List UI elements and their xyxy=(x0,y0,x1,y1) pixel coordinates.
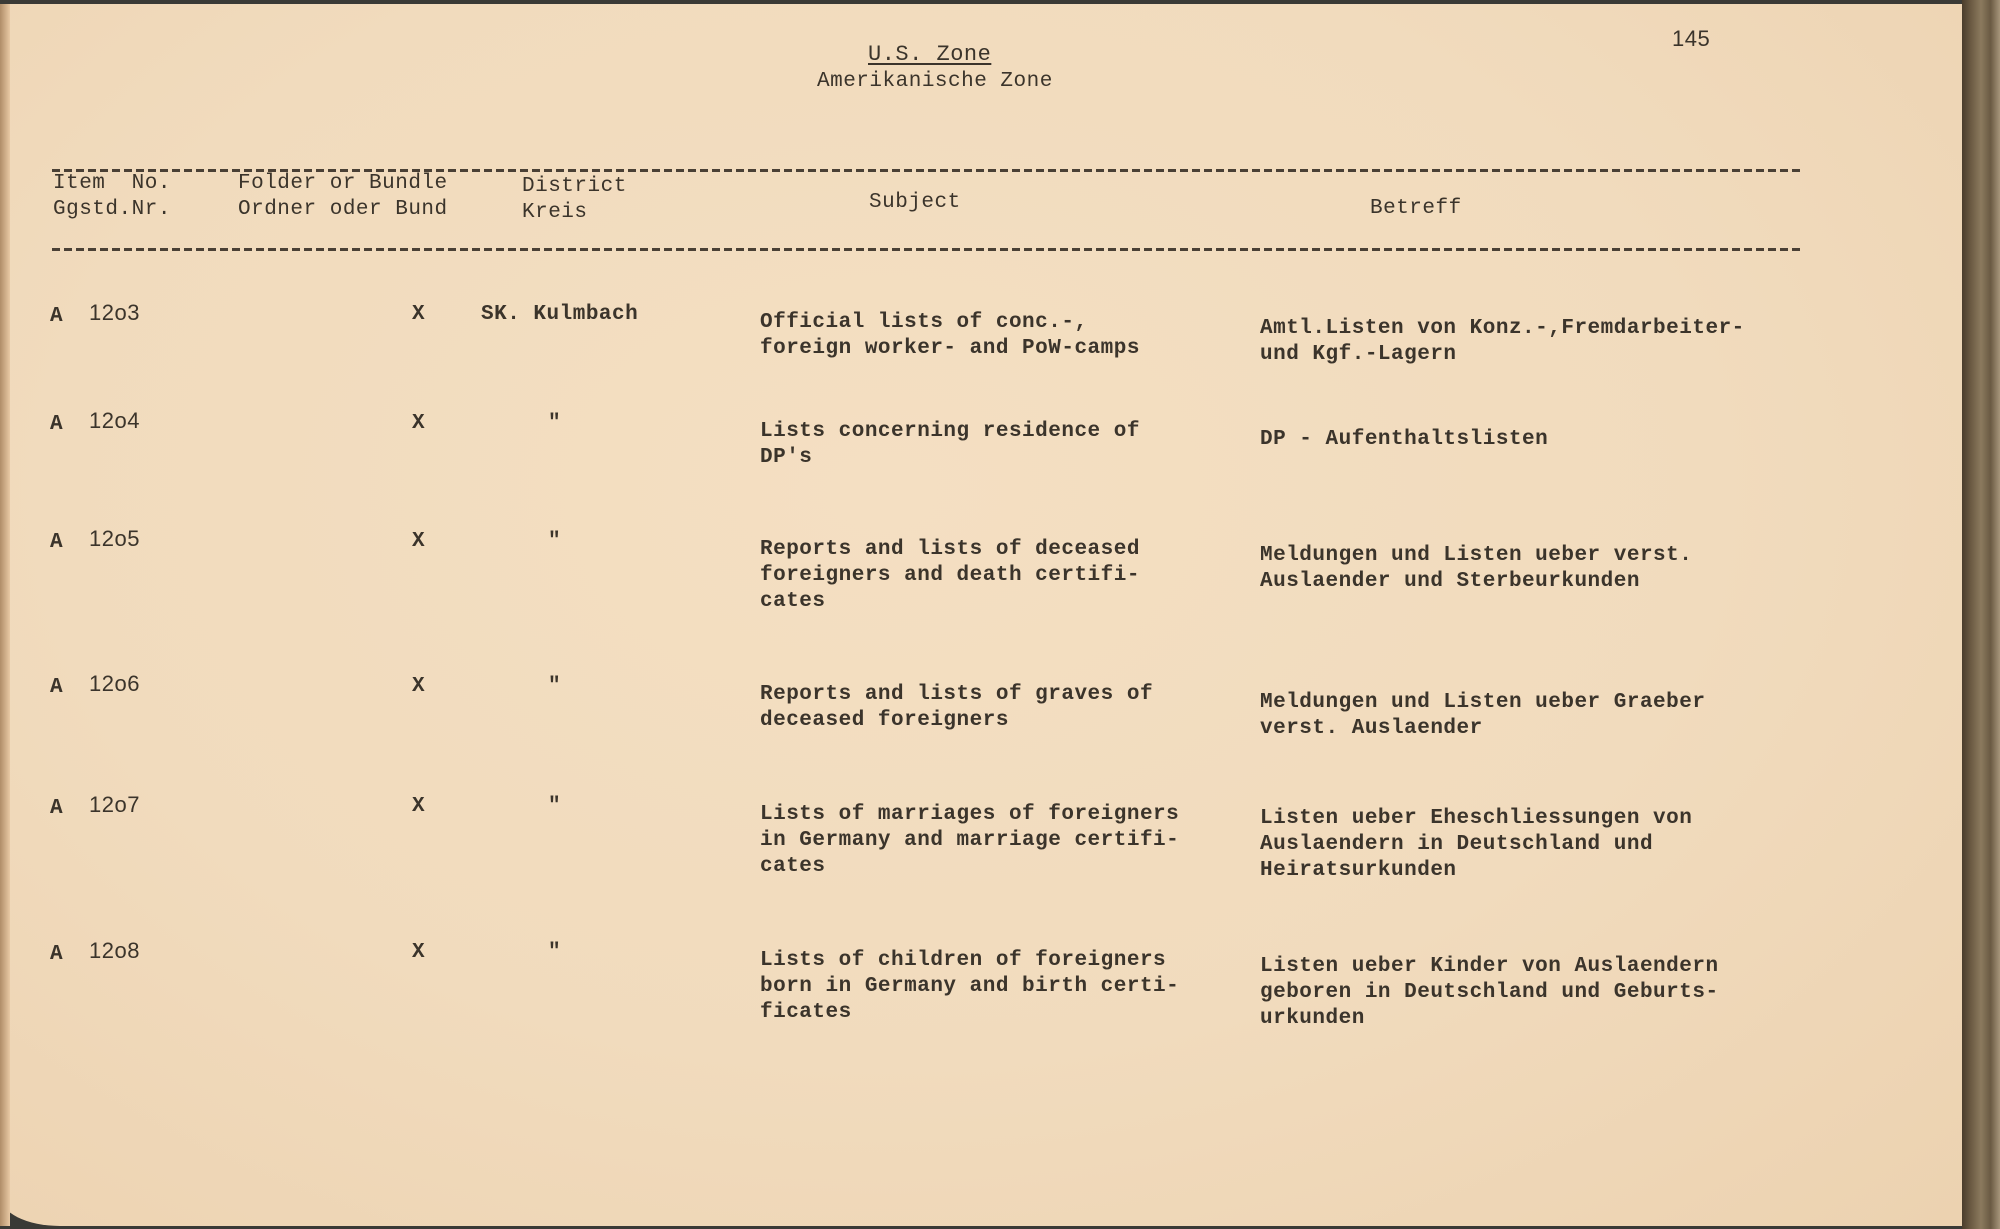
item-number: 12o5 xyxy=(89,526,140,551)
document-page xyxy=(0,4,1962,1226)
column-header-folder: Folder or Bundle xyxy=(238,172,448,195)
subject: Official lists of conc.-, foreign worker- and PoW-camps xyxy=(760,311,1140,360)
district: " xyxy=(548,530,562,553)
item-prefix: A xyxy=(50,797,64,820)
column-header-item-no-de: Ggstd.Nr. xyxy=(53,198,171,221)
item-prefix: A xyxy=(50,413,64,436)
subject: Lists of marriages of foreigners in Germany and marriage certifi- cates xyxy=(760,803,1180,878)
item-prefix: A xyxy=(50,531,64,554)
subject: Reports and lists of deceased foreigners and death certifi- cates xyxy=(760,538,1140,613)
betreff: Listen ueber Eheschliessungen von Auslaendern in Deutschland und Heiratsurkunden xyxy=(1260,807,1693,882)
header-bottom-rule xyxy=(52,248,1804,251)
column-header-subject: Subject xyxy=(869,191,961,214)
betreff: Amtl.Listen von Konz.-,Fremdarbeiter- und Kgf.-Lagern xyxy=(1260,317,1745,366)
subject: Reports and lists of graves of deceased foreigners xyxy=(760,683,1154,732)
folder-mark: X xyxy=(412,412,426,435)
subject: Lists concerning residence of DP's xyxy=(760,420,1140,469)
item-number: 12o4 xyxy=(89,408,140,433)
folder-mark: X xyxy=(412,530,426,553)
betreff: Meldungen und Listen ueber verst. Auslaender und Sterbeurkunden xyxy=(1260,544,1693,593)
item-number: 12o3 xyxy=(89,300,140,325)
district: " xyxy=(548,412,562,435)
item-prefix: A xyxy=(50,676,64,699)
column-header-betreff: Betreff xyxy=(1370,197,1462,220)
item-prefix: A xyxy=(50,305,64,328)
item-number: 12o7 xyxy=(89,792,140,817)
folder-mark: X xyxy=(412,303,426,326)
column-header-district-de: Kreis xyxy=(522,201,588,224)
betreff: Meldungen und Listen ueber Graeber verst. Auslaender xyxy=(1260,691,1706,740)
district: " xyxy=(548,795,562,818)
subject: Lists of children of foreigners born in Germany and birth certi- ficates xyxy=(760,949,1180,1024)
page-number: 145 xyxy=(1672,26,1711,51)
betreff: DP - Aufenthaltslisten xyxy=(1260,428,1549,451)
page-left-edge xyxy=(0,4,10,1226)
district: SK. Kulmbach xyxy=(481,303,639,326)
book-spine xyxy=(1962,0,2000,1229)
betreff: Listen ueber Kinder von Auslaendern geboren in Deutschland und Geburts- urkunden xyxy=(1260,955,1719,1030)
folder-mark: X xyxy=(412,675,426,698)
district: " xyxy=(548,941,562,964)
folder-mark: X xyxy=(412,941,426,964)
column-header-district: District xyxy=(522,175,627,198)
column-header-folder-de: Ordner oder Bund xyxy=(238,198,448,221)
item-prefix: A xyxy=(50,943,64,966)
column-header-item-no: Item No. xyxy=(53,172,171,195)
district: " xyxy=(548,675,562,698)
folder-mark: X xyxy=(412,795,426,818)
zone-subtitle: Amerikanische Zone xyxy=(817,70,1053,93)
zone-title: U.S. Zone xyxy=(868,42,992,67)
item-number: 12o8 xyxy=(89,938,140,963)
item-number: 12o6 xyxy=(89,671,140,696)
